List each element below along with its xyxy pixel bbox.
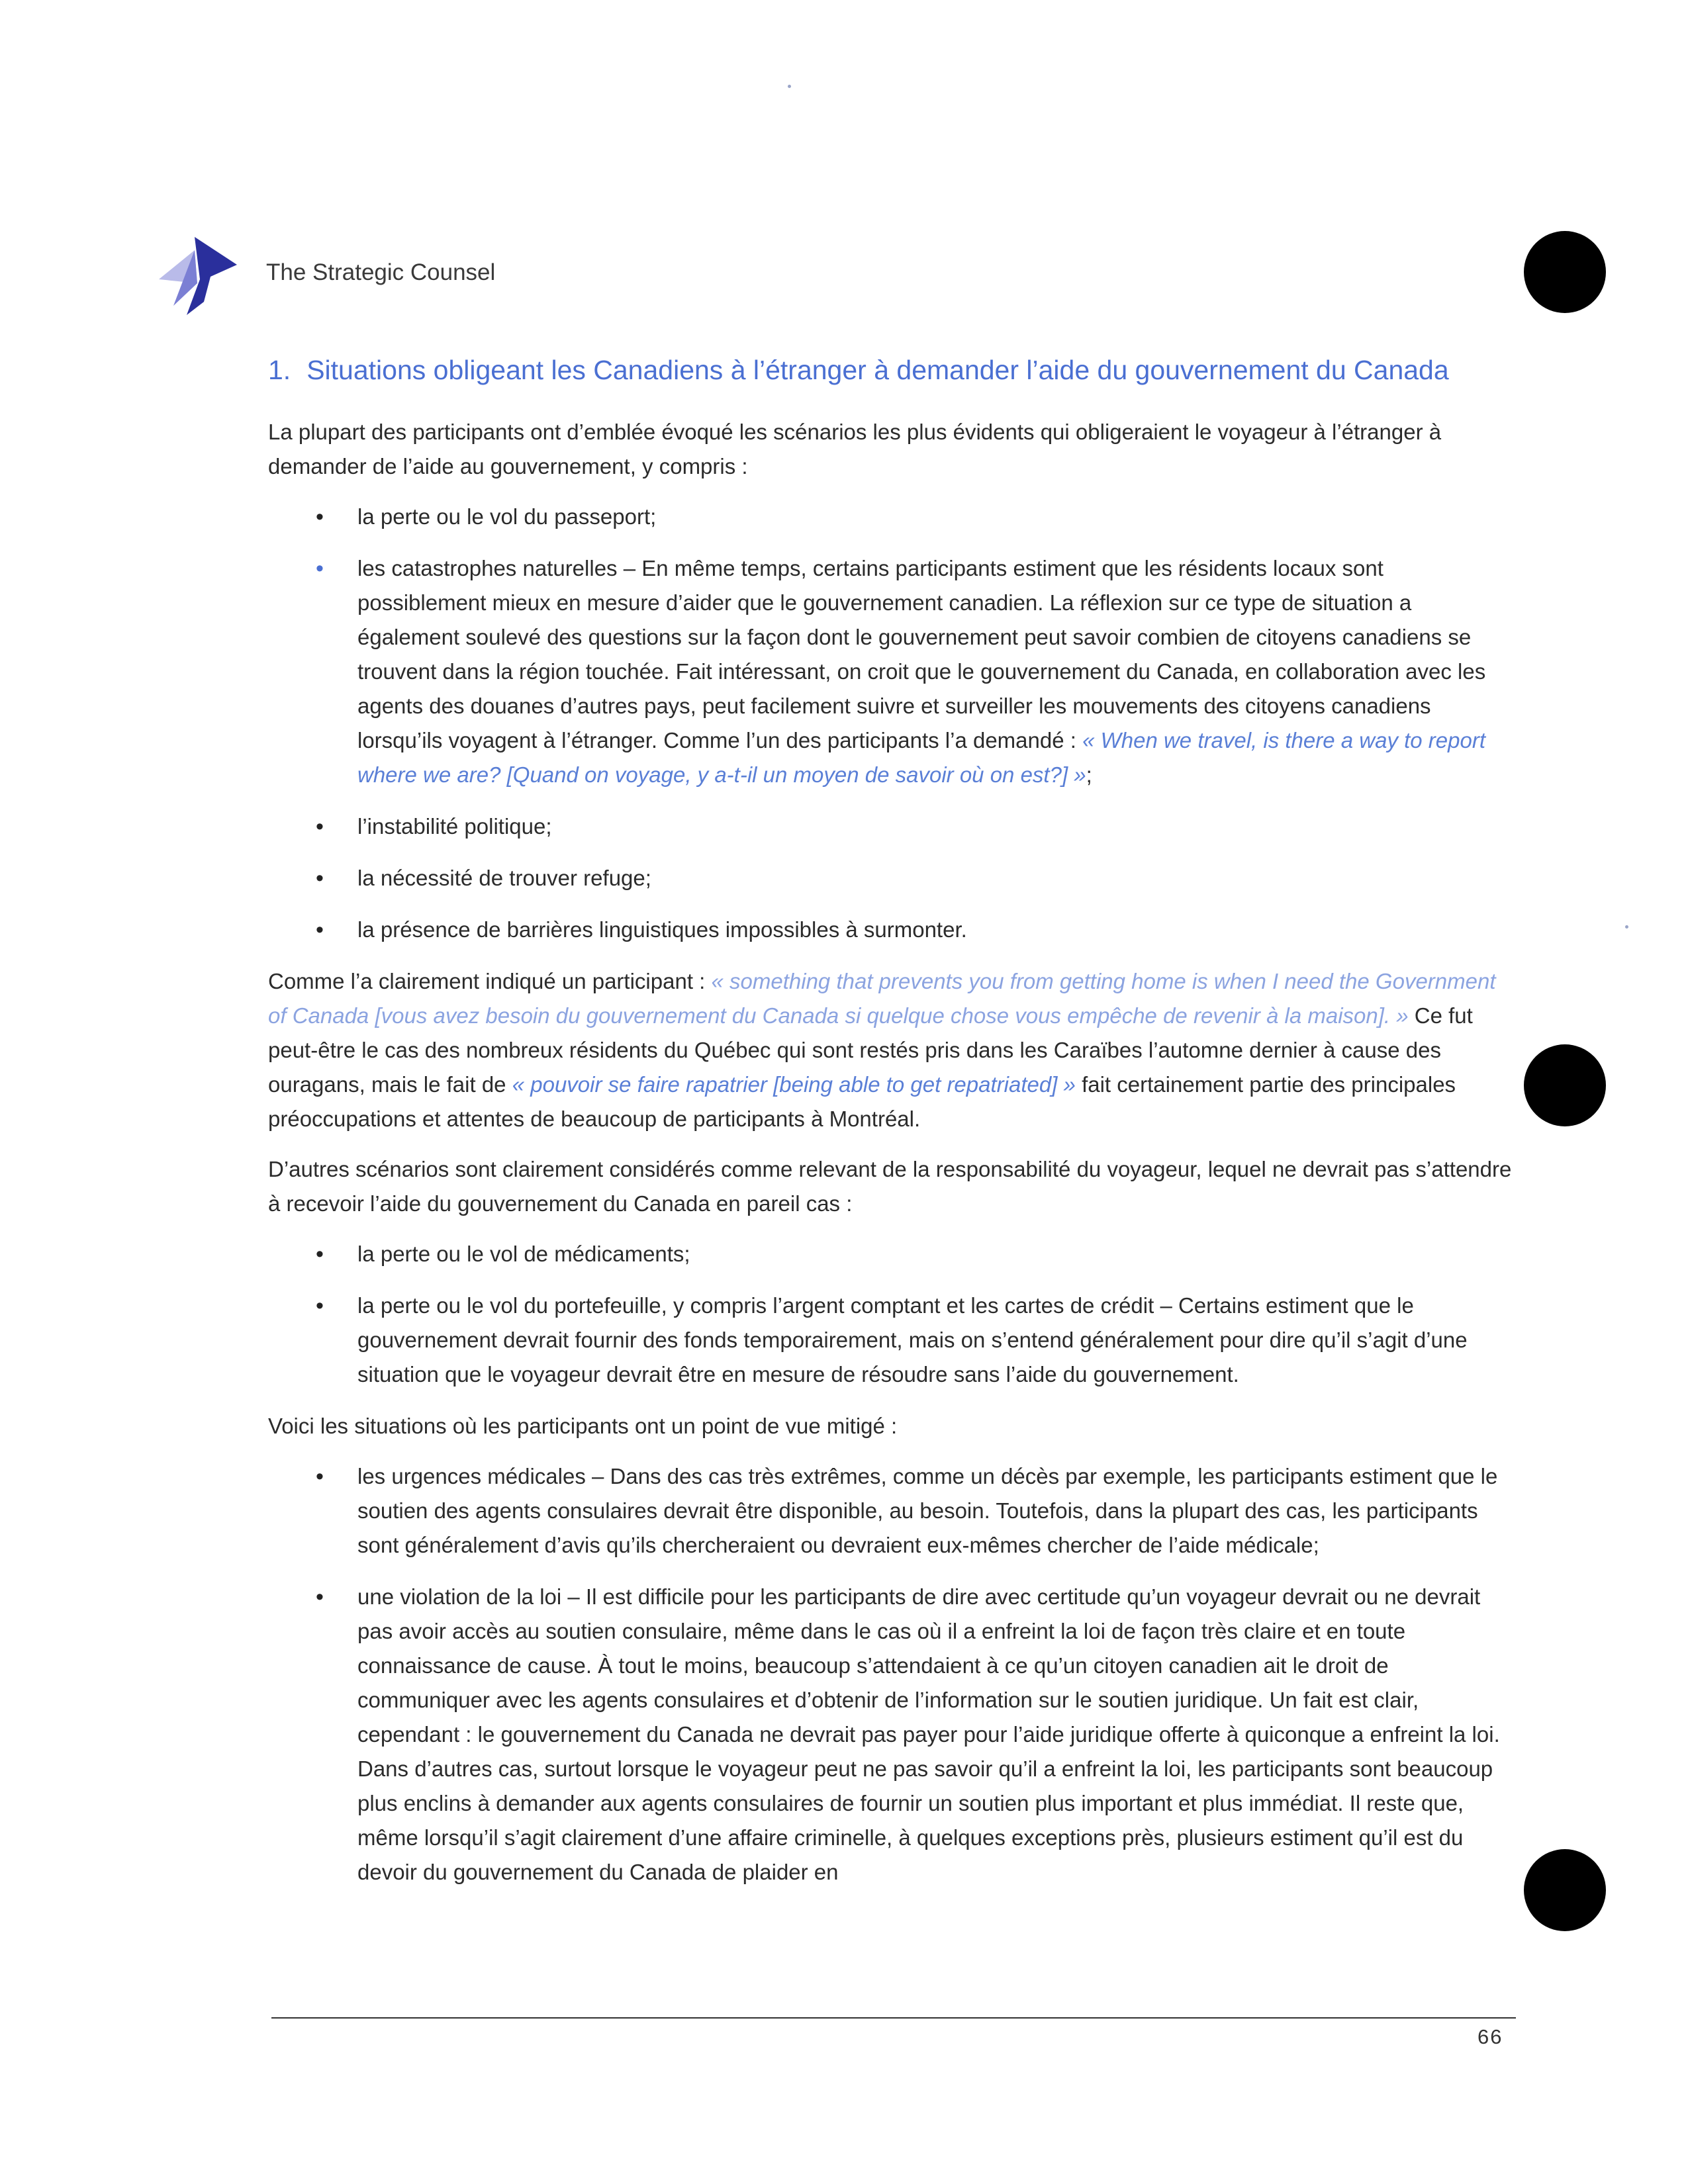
org-name: The Strategic Counsel [266,259,496,285]
punch-hole-bottom [1524,1849,1606,1931]
traveller-responsibility-list [268,1237,1513,1392]
intro-paragraph: La plupart des participants ont d’emblée évoqué les scénarios les plus évidents qui obligeraient le voyageur à l’étranger à demander de l’aide au gouvernement, y compris : [268,420,1442,478]
footer-rule [271,2017,1516,2019]
bullet-icon: • [316,1293,324,1318]
participant-quote: « When we travel, is there a way to report where we are? [Quand on voyage, y a-t-il un moyen de savoir où on est?] » [357,728,1486,787]
section-number: 1. [268,355,291,385]
list-item: • la nécessité de trouver refuge; [268,861,1513,895]
section-title: Situations obligeant les Canadiens à l’étranger à demander l’aide du gouvernement du Canada [306,355,1449,385]
list-item: • la présence de barrières linguistiques impossibles à surmonter. [268,913,1513,947]
bullet-icon: • [316,917,324,942]
list-item: • la perte ou le vol du portefeuille, y compris l’argent comptant et les cartes de crédit – Certains estiment que le gouvernement devrait fournir des fonds temporairement, mais on s’entend généralement pour dire qu’il s’agit d’une situation que le voyageur devrait être en mesure de résoudre sans l’aide du gouvernement. [268,1289,1513,1392]
punch-hole-middle [1524,1044,1606,1126]
list-item: • les catastrophes naturelles – En même temps, certains participants estiment que les résidents locaux sont possiblement mieux en mesure d’aider que le gouvernement canadien. La réflexion sur ce type de situation a également soulevé des questions sur la façon dont le gouvernement peut savoir combien de citoyens canadiens se trouvent dans la région touchée. Fait intéressant, on croit que le gouvernement du Canada, en collaboration avec les agents des douanes d’autres pays, peut facilement suivre et surveiller les mouvements des citoyens canadiens lorsqu’ils voyagent à l’étranger. Comme l’un des participants l’a demandé : « When we travel, is there a way to report where we are? [Quand on voyage, y a-t-il un moyen de savoir où on est?] »; [268,551,1513,792]
section-heading [268,355,1513,386]
participant-paragraph: Comme l’a clairement indiqué un participant : « something that prevents you from getting home is when I need the Government of Canada [vous avez besoin du gouvernement du Canada si quelque chose vous empêche de revenir à la maison]. » Ce fut peut-être le cas des nombreux résidents du Québec qui sont restés pris dans les Caraïbes l’automne dernier à cause des ouragans, mais le fait de « pouvoir se faire rapatrier [being able to get repatriated] » fait certainement partie des principales préoccupations et attentes de beaucoup de participants à Montréal. [268,969,1496,1131]
strategic-counsel-logo [154,232,246,318]
traveller-responsibility-paragraph: D’autres scénarios sont clairement considérés comme relevant de la responsabilité du voyageur, lequel ne devrait pas s’attendre à recevoir l’aide du gouvernement du Canada en pareil cas : [268,1157,1512,1216]
participant-quote: « pouvoir se faire rapatrier [being able to get repatriated] » [512,1072,1076,1097]
list-item: • l’instabilité politique; [268,809,1513,844]
page-content [268,355,1513,1907]
scan-speck [1625,925,1628,929]
page-number: 66 [1477,2025,1503,2048]
bullet-icon: • [316,814,324,839]
scan-speck [788,85,791,88]
list-item: • les urgences médicales – Dans des cas très extrêmes, comme un décès par exemple, les participants estiment que le soutien des agents consulaires devrait être disponible, au besoin. Toutefois, dans la plupart des cas, les participants sont généralement d’avis qu’ils chercheraient ou devraient eux-mêmes chercher de l’aide médicale; [268,1459,1513,1563]
bullet-icon: • [316,556,324,581]
bullet-icon: • [316,1584,324,1610]
mixed-views-paragraph: Voici les situations où les participants ont un point de vue mitigé : [268,1414,898,1438]
bullet-icon: • [316,504,324,529]
list-item: • une violation de la loi – Il est difficile pour les participants de dire avec certitude qu’un voyageur devrait ou ne devrait pas avoir accès au soutien consulaire, même dans le cas où il a enfreint la loi de façon très claire et en toute connaissance de cause. À tout le moins, beaucoup s’attendaient à ce qu’un citoyen canadien ait le droit de communiquer avec les agents consulaires et d’obtenir de l’information sur le soutien juridique. Un fait est clair, cependant : le gouvernement du Canada ne devrait pas payer pour l’aide juridique offerte à quiconque a enfreint la loi. Dans d’autres cas, surtout lorsque le voyageur peut ne pas savoir qu’il a enfreint la loi, les participants sont beaucoup plus enclins à demander aux agents consulaires de fournir un soutien plus important et plus immédiat. Il reste que, même lorsqu’il s’agit clairement d’une affaire criminelle, à quelques exceptions près, plusieurs estiment qu’il est du devoir du gouvernement du Canada de plaider en [268,1580,1513,1889]
list-item: • la perte ou le vol de médicaments; [268,1237,1513,1271]
participant-quote: « something that prevents you from getting home is when I need the Government of Canada [vous avez besoin du gouvernement du Canada si quelque chose vous empêche de revenir à la maison]. » [268,969,1496,1028]
bullet-icon: • [316,866,324,891]
list-text: les catastrophes naturelles – En même temps, certains participants estiment que les résidents locaux sont possiblement mieux en mesure d’aider que le gouvernement canadien. La réflexion sur ce type de situation a également soulevé des questions sur la façon dont le gouvernement peut savoir combien de citoyens canadiens se trouvent dans la région touchée. Fait intéressant, on croit que le gouvernement du Canada, en collaboration avec les agents des douanes d’autres pays, peut facilement suivre et surveiller les mouvements des citoyens canadiens lorsqu’ils voyagent à l’étranger. Comme l’un des participants l’a demandé : [357,556,1486,752]
list-item: • la perte ou le vol du passeport; [268,500,1513,534]
mixed-views-list [268,1459,1513,1889]
bullet-icon: • [316,1242,324,1267]
punch-hole-top [1524,231,1606,313]
bullet-icon: • [316,1464,324,1489]
emergency-scenarios-list [268,500,1513,947]
